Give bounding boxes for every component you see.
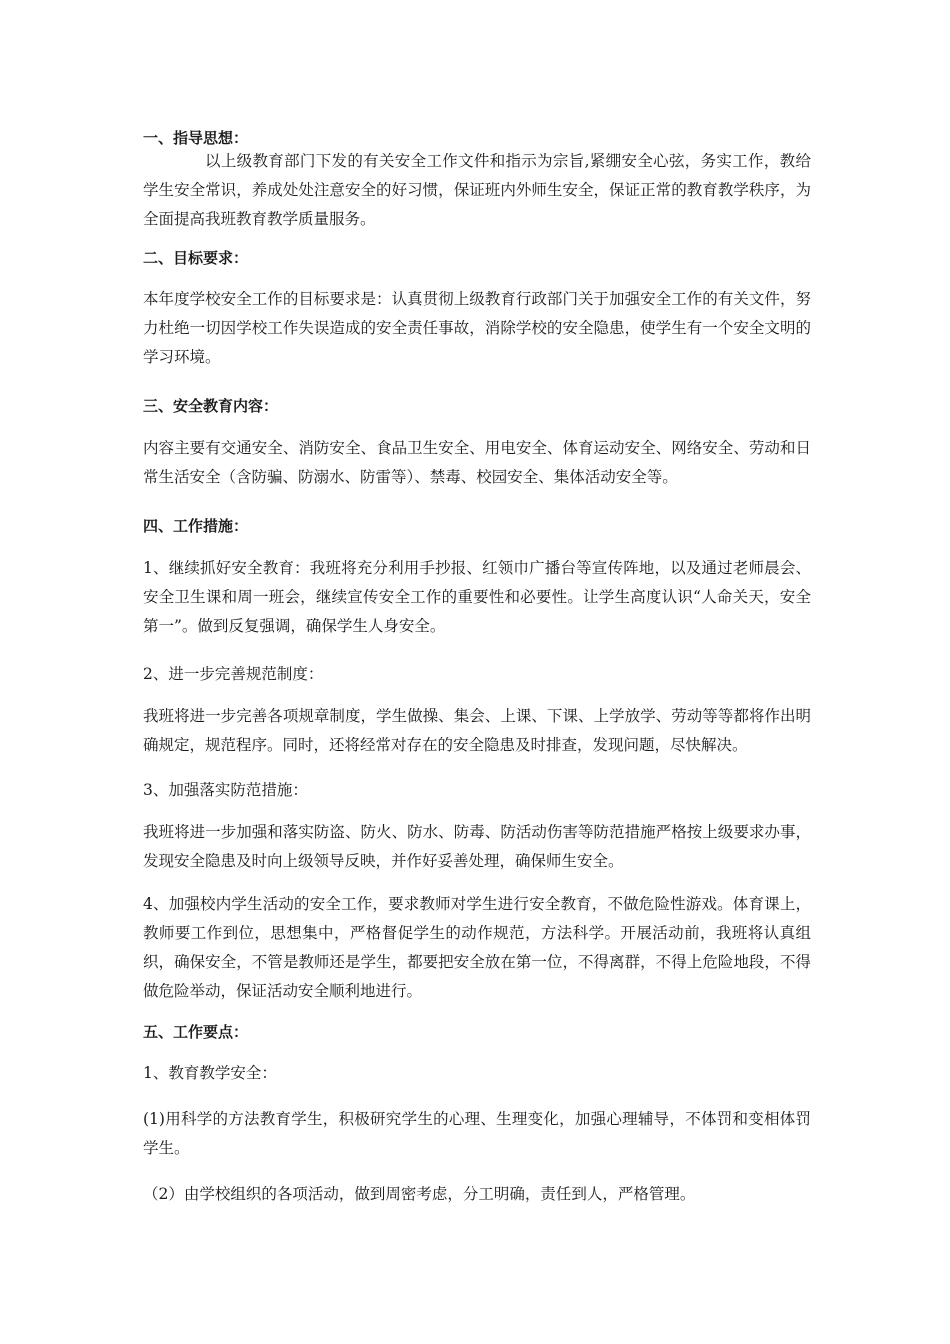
paragraph-measure-4: 4、加强校内学生活动的安全工作，要求教师对学生进行安全教育，不做危险性游戏。体育课上，教师要工作到位，思想集中，严格督促学生的动作规范，方法科学。开展活动前，我班将认真组织，确保安全，不管是教师还是学生，都要把安全放在第一位，不得离群，不得上危险地段，不得做危险举动，保证活动安全顺利地进行。 <box>143 895 811 1000</box>
paragraph-goals: 本年度学校安全工作的目标要求是：认真贯彻上级教育行政部门关于加强安全工作的有关文件，努力杜绝一切因学校工作失误造成的安全责任事故，消除学校的安全隐患，使学生有一个安全文明的学习环境。 <box>143 290 811 366</box>
paragraph-education-content: 内容主要有交通安全、消防安全、食品卫生安全、用电安全、体育运动安全、网络安全、劳动和日常生活安全（含防骗、防溺水、防雷等）、禁毒、校园安全、集体活动安全等。 <box>143 439 811 486</box>
paragraph-key-point-1-sub-2: （2）由学校组织的各项活动，做到周密考虑，分工明确，责任到人，严格管理。 <box>143 1185 696 1203</box>
section-heading-key-points: 五、工作要点： <box>143 1023 249 1041</box>
paragraph-key-point-1-title: 1、教育教学安全： <box>143 1064 277 1082</box>
paragraph-measure-3-title: 3、加强落实防范措施： <box>143 781 308 799</box>
paragraph-guiding-ideology: 以上级教育部门下发的有关安全工作文件和指示为宗旨,紧绷安全心弦，务实工作，教给学生安全常识，养成处处注意安全的好习惯，保证班内外师生安全，保证正常的教育教学秩序，为全面提高我班教育教学质量服务。 <box>143 152 811 228</box>
paragraph-measure-1: 1、继续抓好安全教育：我班将充分利用手抄报、红领巾广播台等宣传阵地，以及通过老师晨会、安全卫生课和周一班会，继续宣传安全工作的重要性和必要性。让学生高度认识“人命关天，安全第一”。做到反复强调，确保学生人身安全。 <box>143 559 811 635</box>
paragraph-measure-3: 我班将进一步加强和落实防盗、防火、防水、防毒、防活动伤害等防范措施严格按上级要求办事，发现安全隐患及时向上级领导反映，并作好妥善处理，确保师生安全。 <box>143 823 811 870</box>
paragraph-key-point-1-sub-1: (1)用科学的方法教育学生，积极研究学生的心理、生理变化，加强心理辅导，不体罚和变相体罚学生。 <box>143 1110 811 1157</box>
paragraph-measure-2: 我班将进一步完善各项规章制度，学生做操、集会、上课、下课、上学放学、劳动等等都将作出明确规定，规范程序。同时，还将经常对存在的安全隐患及时排查，发现问题，尽快解决。 <box>143 707 811 754</box>
paragraph-measure-2-title: 2、进一步完善规范制度： <box>143 665 324 683</box>
section-heading-measures: 四、工作措施： <box>143 517 249 535</box>
section-heading-guiding-ideology: 一、指导思想： <box>143 129 249 147</box>
section-heading-education-content: 三、安全教育内容： <box>143 397 279 415</box>
section-heading-goals: 二、目标要求： <box>143 249 249 267</box>
